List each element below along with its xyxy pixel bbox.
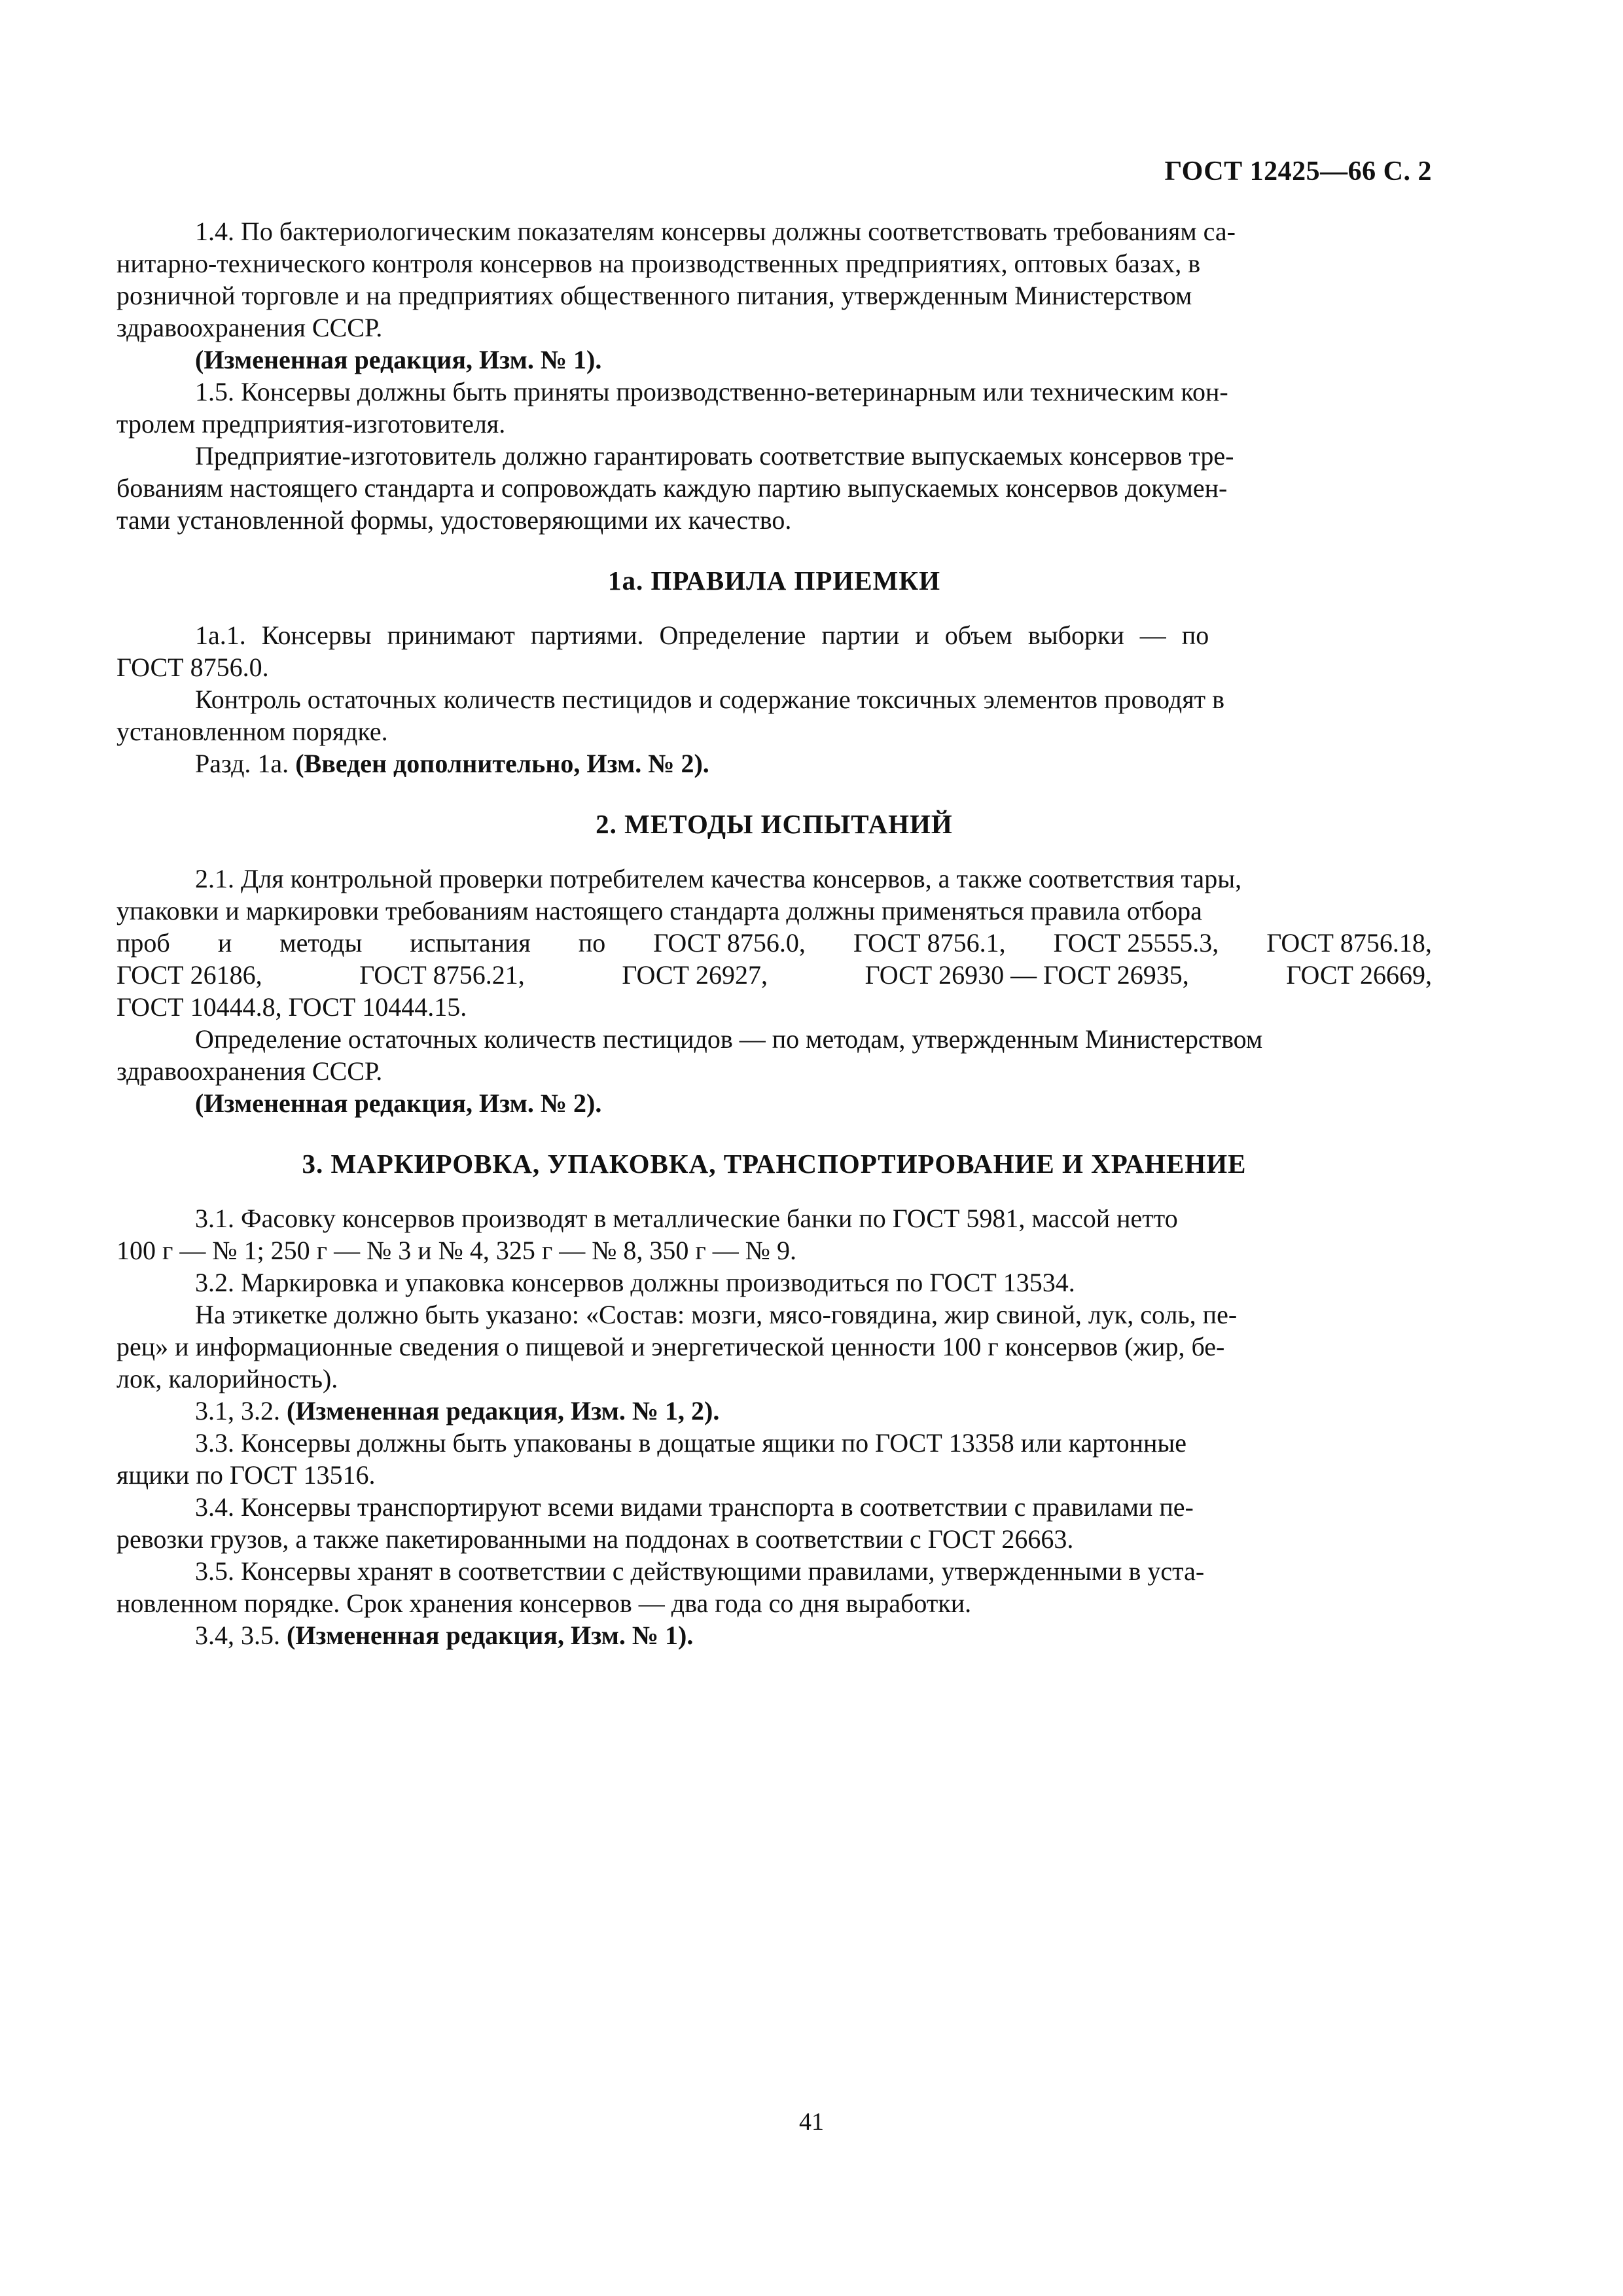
- text-line: 3.4. Консервы транспортируют всеми видами транспорта в соответствии с правилами пе-: [195, 1492, 1194, 1522]
- clause-3-5: [116, 1555, 1432, 1619]
- text-line: Контроль остаточных количеств пестицидов и содержание токсичных элементов проводят в: [195, 685, 1225, 714]
- text-line: ящики по ГОСТ 13516.: [116, 1460, 376, 1490]
- clause-1-4: [116, 215, 1432, 344]
- text-line: нитарно-технического контроля консервов на производственных предприятиях, оптовых базах, в: [116, 249, 1201, 278]
- text-line: розничной торговле и на предприятиях общественного питания, утвержденным Министерством: [116, 281, 1192, 310]
- text-line: 3.5. Консервы хранят в соответствии с действующими правилами, утвержденными в уста-: [195, 1556, 1205, 1586]
- text-line: ревозки грузов, а также пакетированными на поддонах в соответствии с ГОСТ 26663.: [116, 1524, 1074, 1554]
- text-word: методы: [279, 928, 363, 958]
- gost-reference: ГОСТ 26927,: [622, 960, 768, 990]
- clause-3-1: [116, 1202, 1432, 1266]
- section-title-test-methods: 2. МЕТОДЫ ИСПЫТАНИЙ: [596, 809, 953, 839]
- section-title-marking-packaging: 3. МАРКИРОВКА, УПАКОВКА, ТРАНСПОРТИРОВАНИЕ И ХРАНЕНИЕ: [302, 1149, 1247, 1179]
- text-line: Предприятие-изготовитель должно гарантировать соответствие выпускаемых консервов тре-: [195, 441, 1234, 471]
- text-line: На этикетке должно быть указано: «Состав: мозги, мясо-говядина, жир свиной, лук, соль, пе-: [195, 1300, 1238, 1329]
- gost-reference: ГОСТ 26669,: [1286, 960, 1432, 990]
- clause-1-5: [116, 376, 1432, 440]
- text-line: ГОСТ 8756.0.: [116, 653, 269, 682]
- text-line: 1а.1. Консервы принимают партиями. Определение партии и объем выборки — по: [195, 620, 1209, 650]
- clause-2-1: [116, 863, 1432, 1023]
- clause-3-2-label: [116, 1299, 1432, 1395]
- amendment-note: (Измененная редакция, Изм. № 1).: [195, 345, 602, 374]
- gost-reference-line: [116, 927, 1432, 959]
- clause-3-4: [116, 1491, 1432, 1555]
- text-word: по: [578, 928, 606, 958]
- document-body: [116, 147, 1432, 1651]
- gost-reference: ГОСТ 8756.21,: [359, 960, 525, 990]
- text-word: и: [217, 928, 232, 958]
- amendment-note: [116, 1619, 1432, 1651]
- text-line: тами установленной формы, удостоверяющими их качество.: [116, 505, 792, 535]
- amendment-note: (Измененная редакция, Изм. № 2).: [195, 1088, 602, 1118]
- amendment-text: (Измененная редакция, Изм. № 1, 2).: [287, 1396, 720, 1426]
- amendment-note: [116, 747, 1432, 780]
- clause-1-5-guarantee: [116, 440, 1432, 536]
- gost-reference: ГОСТ 8756.18,: [1266, 928, 1432, 958]
- text-line: 3.2. Маркировка и упаковка консервов должны производиться по ГОСТ 13534.: [195, 1268, 1075, 1297]
- text-line: тролем предприятия-изготовителя.: [116, 409, 506, 439]
- text-line: 3.3. Консервы должны быть упакованы в дощатые ящики по ГОСТ 13358 или картонные: [195, 1428, 1187, 1458]
- gost-reference: ГОСТ 8756.1,: [853, 928, 1006, 958]
- clause-1a-1-residues: [116, 683, 1432, 747]
- text-line: 1.5. Консервы должны быть приняты производственно-ветеринарным или техническим кон-: [195, 377, 1228, 406]
- clause-2-1-pesticides: [116, 1023, 1432, 1087]
- gost-reference: ГОСТ 25555.3,: [1053, 928, 1219, 958]
- section-title-acceptance-rules: 1а. ПРАВИЛА ПРИЕМКИ: [608, 565, 940, 596]
- page-number: 41: [799, 2108, 824, 2136]
- text-line: лок, калорийность).: [116, 1364, 338, 1393]
- amendment-prefix: 3.1, 3.2.: [195, 1396, 287, 1426]
- gost-reference: ГОСТ 26930 — ГОСТ 26935,: [865, 960, 1189, 990]
- text-line: 2.1. Для контрольной проверки потребителем качества консервов, а также соответствия тары,: [195, 864, 1242, 893]
- text-line: Определение остаточных количеств пестицидов — по методам, утвержденным Министерством: [195, 1024, 1263, 1054]
- text-line: здравоохранения СССР.: [116, 1056, 383, 1086]
- text-word: испытания: [410, 928, 531, 958]
- amendment-text: (Измененная редакция, Изм. № 1).: [287, 1621, 694, 1650]
- gost-reference: ГОСТ 26186,: [116, 960, 262, 990]
- text-word: проб: [116, 928, 170, 958]
- amendment-prefix: 3.4, 3.5.: [195, 1621, 287, 1650]
- text-line: установленном порядке.: [116, 717, 388, 746]
- amendment-prefix: Разд. 1а.: [195, 749, 296, 778]
- clause-1a-1: [116, 619, 1432, 683]
- text-line: 100 г — № 1; 250 г — № 3 и № 4, 325 г — № 8, 350 г — № 9.: [116, 1236, 796, 1265]
- text-line: рец» и информационные сведения о пищевой и энергетической ценности 100 г консервов (жир, бе-: [116, 1332, 1225, 1361]
- text-line: новленном порядке. Срок хранения консервов — два года со дня выработки.: [116, 1588, 972, 1618]
- clause-3-3: [116, 1427, 1432, 1491]
- gost-reference-line: [116, 959, 1432, 991]
- amendment-note: [116, 1395, 1432, 1427]
- amendment-text: (Введен дополнительно, Изм. № 2).: [295, 749, 709, 778]
- text-line: здравоохранения СССР.: [116, 313, 383, 342]
- document-header: ГОСТ 12425—66 С. 2: [1164, 156, 1432, 187]
- text-line: упаковки и маркировки требованиям настоящего стандарта должны применяться правила отбора: [116, 896, 1202, 925]
- text-line: 3.1. Фасовку консервов производят в металлические банки по ГОСТ 5981, массой нетто: [195, 1204, 1178, 1233]
- text-line: ГОСТ 10444.8, ГОСТ 10444.15.: [116, 992, 467, 1022]
- text-line: 1.4. По бактериологическим показателям консервы должны соответствовать требованиям са-: [195, 217, 1236, 246]
- text-line: бованиям настоящего стандарта и сопровождать каждую партию выпускаемых консервов докумен-: [116, 473, 1228, 503]
- clause-3-2: [116, 1266, 1432, 1299]
- gost-reference: ГОСТ 8756.0,: [653, 928, 806, 958]
